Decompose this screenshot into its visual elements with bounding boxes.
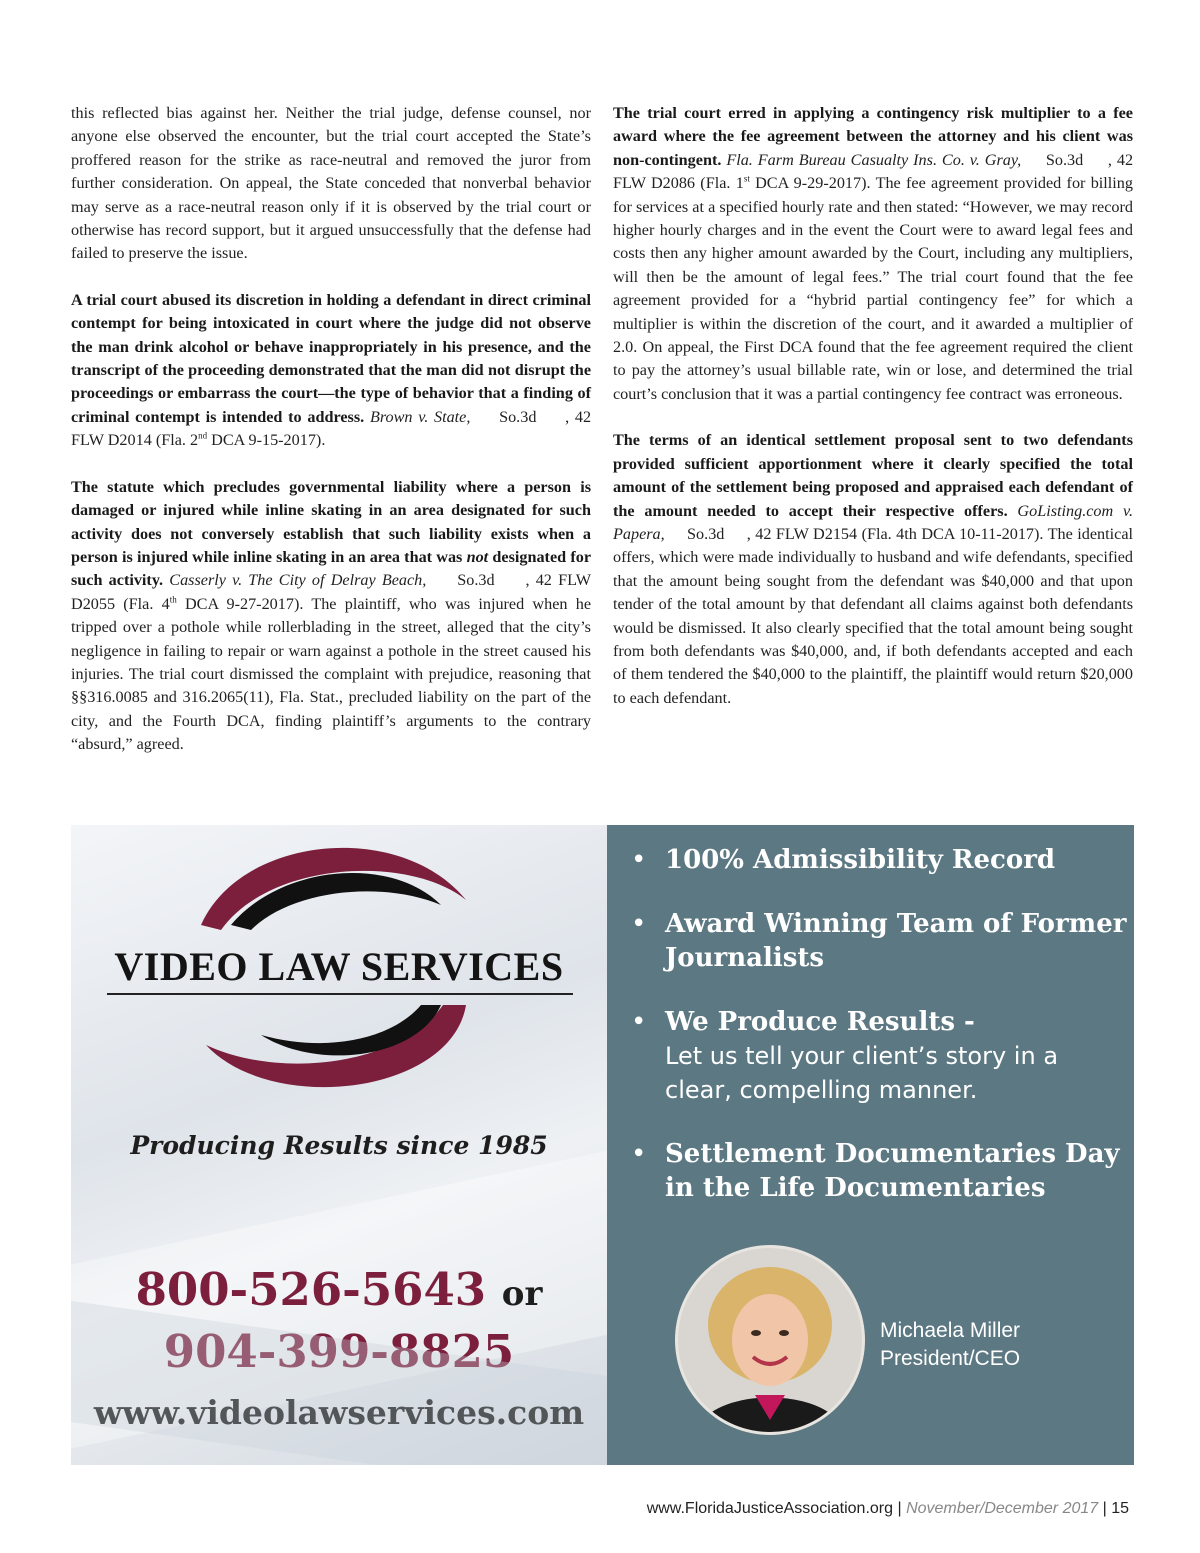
superscript: th — [169, 594, 177, 605]
citation: DCA 9-27-2017). — [176, 594, 304, 613]
case-name: Brown v. State, — [369, 407, 471, 426]
paragraph — [613, 102, 1133, 406]
ceo-portrait-icon — [675, 1245, 865, 1435]
tagline: Producing Results since 1985 — [130, 1131, 548, 1160]
feature-list — [629, 843, 1129, 1235]
person-caption — [880, 1317, 1020, 1373]
phone-number-2: 904-399-8825 — [163, 1325, 515, 1378]
ad-left-panel — [71, 825, 607, 1465]
bold-text: designated for such activity. — [71, 547, 592, 590]
footer-site: www.FloridaJusticeAssociation.org — [646, 1500, 894, 1517]
case-summary-bold: The trial court erred in applying a contingency risk multiplier to a fee award where the fee agreement between the attorney and his client was non-contingent. — [613, 104, 1133, 169]
footer-issue: November/December 2017 — [906, 1500, 1099, 1517]
citation: DCA 9-29-2017). — [749, 174, 871, 193]
feature-item — [629, 843, 1129, 877]
feature-item — [629, 907, 1129, 975]
paragraph: this reflected bias against her. Neither the trial judge, defense counsel, nor anyone else observed the encounter, but the trial court accepted the State’s proffered reason for the strike as race-neutral and removed the juror from further consideration. On appeal, the State conceded that nonverbal behavior may serve as a race-neutral reason only if it is observed by the trial court or otherwise has record support, but it argued unsuccessfully that the defense had failed to preserve the issue. — [71, 104, 591, 263]
paragraph — [613, 429, 1133, 710]
feature-item — [629, 1005, 1129, 1107]
website-url: www.videolawservices.com — [93, 1393, 585, 1432]
case-summary-bold: The terms of an identical settlement proposal sent to two defendants provided sufficient apportionment where it clearly specified the total amount of the settlement being proposed and appraised each defendant of the amount needed to accept their respective offers. — [613, 431, 1133, 520]
video-law-services-ad — [71, 825, 1134, 1465]
citation: So.3d — [457, 571, 495, 590]
feature-title: • Award Winning Team of Former Journalists — [665, 909, 1127, 973]
right-column — [613, 102, 1133, 733]
citation: So.3d — [1045, 150, 1084, 169]
feature-subtext: Let us tell your client’s story in a clear, compelling manner. — [665, 1042, 1059, 1104]
page-footer — [647, 1500, 1129, 1518]
body-text: The fee agreement provided for billing for services at a specified hourly rate and then stated: “However, we may record higher hourly charges and in the event the Court were to award legal fees and costs then any higher amount awarded by the Court, including any multipliers, will then be the amount of legal fees.” The trial court found that the fee agreement provided for a “hybrid partial contingency fee” for which a multiplier is within the discretion of the court, and it awarded a multiplier of 2.0. On appeal, the First DCA found that the fee agreement required the client to pay the attorney’s usual billable rate, win or lose, and determined the trial court’s conclusion that it was a partial contingency fee contract was erroneous. — [613, 174, 1133, 403]
citation: So.3d — [499, 407, 537, 426]
or-text: or — [501, 1274, 543, 1314]
paragraph — [71, 289, 591, 453]
page-number: 15 — [1111, 1500, 1129, 1517]
brand-underline — [107, 993, 573, 995]
ad-right-panel — [607, 825, 1134, 1465]
citation: , 42 FLW D2154 (Fla. 4th DCA 10-11-2017). — [746, 524, 1044, 543]
phone-number-1 — [71, 1263, 607, 1316]
citation: DCA 9-15-2017). — [207, 431, 326, 450]
feature-item — [629, 1137, 1129, 1205]
superscript: st — [743, 173, 750, 184]
citation: So.3d — [687, 524, 725, 543]
left-column — [71, 102, 591, 780]
case-name: Casserly v. The City of Delray Beach, — [169, 571, 427, 590]
footer-separator: | — [893, 1500, 907, 1517]
feature-title: • We Produce Results - — [665, 1007, 975, 1037]
case-name: Fla. Farm Bureau Casualty Ins. Co. v. Gray, — [726, 150, 1022, 169]
case-summary-bold: A trial court abused its discretion in holding a defendant in direct criminal contempt for being intoxicated in court where the judge did not observe the man drink alcohol or behave inappropriately in his presence, and the transcript of the proceeding demonstrated that the man did not disrupt the proceedings or embarrass the court—the type of behavior that a finding of criminal contempt is intended to address. — [71, 290, 591, 426]
feature-title: • 100% Admissibility Record — [665, 845, 1056, 875]
superscript: nd — [198, 430, 208, 441]
body-text: The plaintiff, who was injured when he tripped over a pothole while rollerblading in the street, alleged that the city’s negligence in failing to repair or warn against a pothole in the street caused his injuries. The trial court dismissed the complaint with prejudice, reasoning that §§316.0085 and 316.2065(11), Fla. Stat., precluded liability on the part of the city, and the Fourth DCA, finding plaintiff’s arguments to the contrary “absurd,” agreed. — [71, 594, 591, 754]
brand-name: VIDEO LAW SERVICES — [114, 944, 564, 989]
case-name: GoListing.com v. Papera, — [613, 501, 1134, 543]
citation: , 42 FLW D2055 (Fla. 4 — [71, 571, 592, 613]
feature-title: • Settlement Documentaries Day in the Life Documentaries — [665, 1139, 1120, 1203]
person-title: President/CEO — [880, 1347, 1021, 1370]
footer-separator: | — [1098, 1500, 1112, 1517]
paragraph — [71, 476, 591, 757]
phone-1: 800-526-5643 — [135, 1263, 487, 1316]
person-name: Michaela Miller — [880, 1319, 1021, 1342]
emphasis-not: not — [466, 547, 489, 566]
citation: , 42 FLW D2086 (Fla. 1 — [613, 150, 1134, 193]
citation: , 42 FLW D2014 (Fla. 2 — [71, 407, 592, 450]
bold-text: The statute which precludes governmental liability where a person is damaged or injured while inline skating in an area designated for such activity does not conversely establish that such liability exists when a person is injured while inline skating in an area that was — [71, 477, 591, 566]
body-text: The identical offers, which were made individually to husband and wife defendants, specified that the amount being sought from the defendant was $40,000 and that upon tender of the total amount by that defendant all claims against both defendants would be dismissed. It also clearly specified that the total amount being sought from both defendants was $40,000, and, if both defendants accepted and each of them tendered the $40,000 to the plaintiff, the plaintiff would return $20,000 to each defendant. — [613, 524, 1134, 707]
